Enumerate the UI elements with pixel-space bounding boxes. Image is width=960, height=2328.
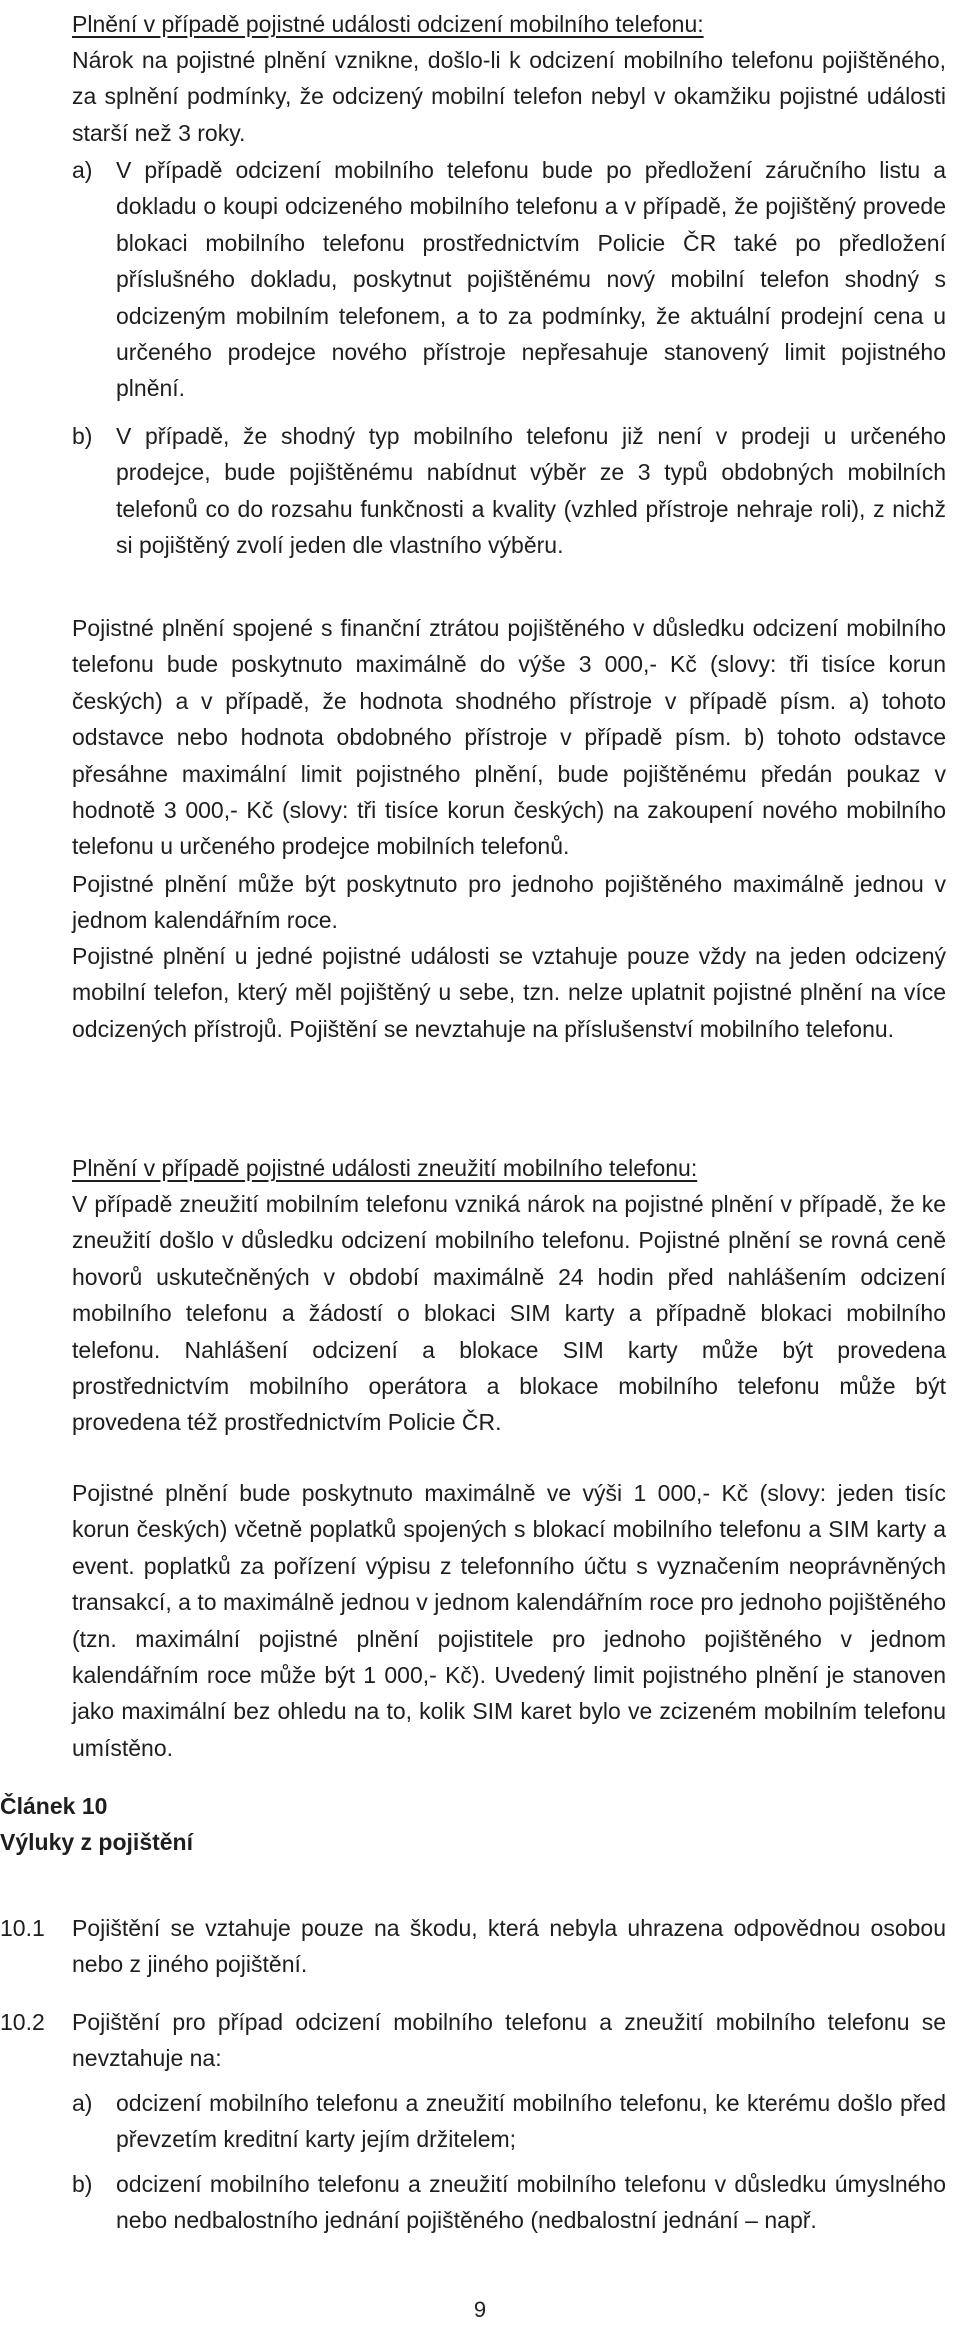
list-text: odcizení mobilního telefonu a zneužití mobilního telefonu, ke kterému došlo před převzetím kreditní karty jejím držitelem; (116, 2090, 946, 2153)
list-text: V případě, že shodný typ mobilního telefonu již není v prodeji u určeného prodejce, bude pojištěnému nabídnut výběr ze 3 typů obdobných mobilních telefonů co do rozsahu funkčnosti a kvality (vzhled přístroje nehraje roli), z nichž si pojištěný zvolí jeden dle vlastního výběru. (116, 423, 946, 559)
misuse-paragraph-claim (72, 1186, 946, 1441)
list-text: odcizení mobilního telefonu a zneužití mobilního telefonu v důsledku úmyslného nebo nedbalostního jednání pojištěného (nedbalostní jednání – např. (116, 2171, 946, 2234)
theft-paragraph-frequency (72, 866, 946, 939)
list-text: V případě odcizení mobilního telefonu bude po předložení záručního listu a dokladu o koupi odcizeného mobilního telefonu a v případě, že pojištěný provede blokaci mobilního telefonu prostřednictvím Policie ČR také po předložení příslušného dokladu, poskytnut pojištěnému nový mobilní telefon shodný s odcizeným mobilním telefonem, a to za podmínky, že aktuální prodejní cena u určeného prodejce nového přístroje nepřesahuje stanovený limit pojistného plnění. (116, 157, 946, 402)
list-label: b) (72, 2171, 93, 2197)
paragraph-text: Pojistné plnění spojené s finanční ztrátou pojištěného v důsledku odcizení mobilního telefonu bude poskytnuto maximálně do výše 3 000,- Kč (slovy: tři tisíce korun českých) a v případě, že hodnota shodného přístroje v případě písm. a) tohoto odstavce nebo hodnota obdobného přístroje v případě písm. b) tohoto odstavce přesáhne maximální limit pojistného plnění, bude pojištěnému předán poukaz v hodnotě 3 000,- Kč (slovy: tři tisíce korun českých) na zakoupení nového mobilního telefonu u určeného prodejce mobilních telefonů. (72, 615, 946, 860)
theft-intro (72, 42, 946, 151)
theft-paragraph-limit (72, 610, 946, 865)
misuse-heading-text: Plnění v případě pojistné události zneužití mobilního telefonu: (72, 1155, 698, 1181)
theft-intro-text: Nárok na pojistné plnění vznikne, došlo-li k odcizení mobilního telefonu pojištěného, za splnění podmínky, že odcizený mobilní telefon nebyl v okamžiku pojistné události starší než 3 roky. (72, 47, 946, 146)
article-title: Výluky z pojištění (0, 1829, 193, 1855)
paragraph-text: Pojistné plnění u jedné pojistné události se vztahuje pouze vždy na jeden odcizený mobilní telefon, který měl pojištěný u sebe, tzn. nelze uplatnit pojistné plnění na více odcizených přístrojů. Pojištění se nevztahuje na příslušenství mobilního telefonu. (72, 943, 946, 1042)
paragraph-text: V případě zneužití mobilním telefonu vzniká nárok na pojistné plnění v případě, že ke zneužití došlo v důsledku odcizení mobilního telefonu. Pojistné plnění se rovná ceně hovorů uskutečněných v období maximálně 24 hodin před nahlášením odcizení mobilního telefonu a žádostí o blokaci SIM karty a případně blokaci mobilního telefonu. Nahlášení odcizení a blokace SIM karty může být provedena prostřednictvím mobilního operátora a blokace mobilního telefonu může být provedena též prostřednictvím Policie ČR. (72, 1191, 946, 1436)
clause-text: Pojištění se vztahuje pouze na škodu, která nebyla uhrazena odpovědnou osobou nebo z jiného pojištění. (72, 1915, 946, 1978)
page-number: 9 (473, 2297, 487, 2322)
misuse-heading (72, 1150, 946, 1186)
misuse-paragraph-limit (72, 1475, 946, 1766)
theft-heading-text: Plnění v případě pojistné události odcizení mobilního telefonu: (72, 11, 704, 37)
list-label: b) (72, 423, 93, 449)
list-label: a) (72, 157, 93, 183)
paragraph-text: Pojistné plnění může být poskytnuto pro jednoho pojištěného maximálně jednou v jednom kalendářním roce. (72, 871, 946, 934)
clause-number: 10.1 (0, 1915, 45, 1941)
list-label: a) (72, 2090, 93, 2116)
theft-heading (72, 6, 946, 42)
article-number: Článek 10 (0, 1793, 108, 1819)
paragraph-text: Pojistné plnění bude poskytnuto maximálně ve výši 1 000,- Kč (slovy: jeden tisíc korun českých) včetně poplatků spojených s blokací mobilního telefonu a SIM karty a event. poplatků za pořízení výpisu z telefonního účtu s vyznačením neoprávněných transakcí, a to maximálně jednou v jednom kalendářním roce pro jednoho pojištěného (tzn. maximální pojistné plnění pojistitele pro jednoho pojištěného v jednom kalendářním roce může být 1 000,- Kč). Uvedený limit pojistného plnění je stanoven jako maximální bez ohledu na to, kolik SIM karet bylo ve zcizeném mobilním telefonu umístěno. (72, 1480, 946, 1761)
clause-text: Pojištění pro případ odcizení mobilního telefonu a zneužití mobilního telefonu se nevztahuje na: (72, 2009, 946, 2072)
clause-number: 10.2 (0, 2009, 45, 2035)
theft-paragraph-scope (72, 938, 946, 1047)
